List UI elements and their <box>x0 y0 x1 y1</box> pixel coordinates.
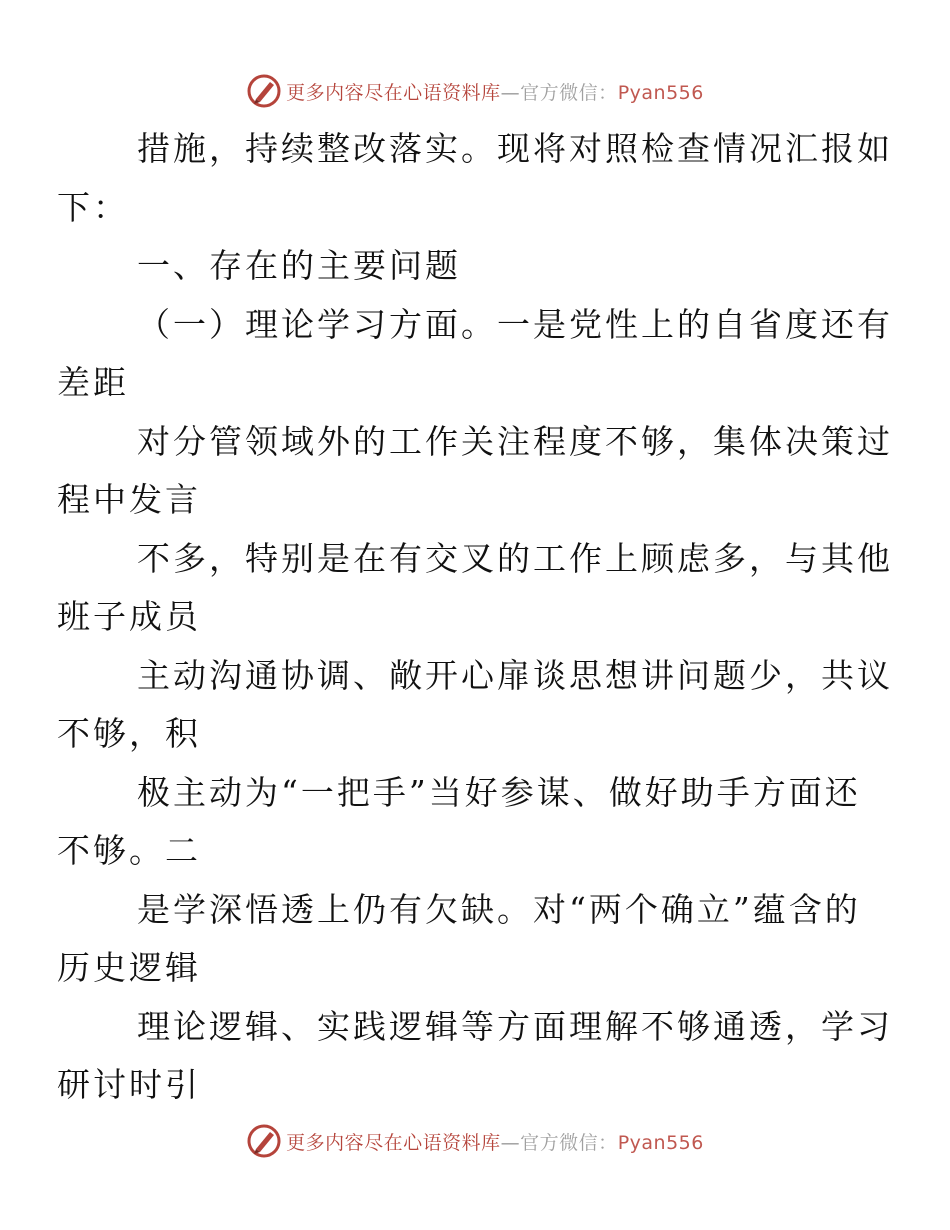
footer-text <box>286 1128 704 1155</box>
footer-wechat-label: 官方微信： <box>520 1131 618 1154</box>
paragraph-line: 历史逻辑 <box>57 948 201 987</box>
paragraph-line: 程中发言 <box>57 480 201 519</box>
section-heading <box>97 237 857 296</box>
paragraph-line: 极主动为“一把手”当好参谋、做好助手方面还 <box>137 772 861 812</box>
paragraph-line: 措施，持续整改落实。现将对照检查情况汇报如 <box>137 129 893 168</box>
footer-wechat-id: Pyan556 <box>617 1131 704 1154</box>
paragraph <box>57 881 861 998</box>
paragraph-line: 不够，积 <box>57 714 201 753</box>
paragraph-line: 不多，特别是在有交叉的工作上顾虑多，与其他 <box>137 538 893 578</box>
paragraph <box>57 413 893 530</box>
header-wechat-label: 官方微信： <box>520 81 618 104</box>
header-separator: — <box>500 81 521 104</box>
paragraph-line: 班子成员 <box>57 597 201 636</box>
pen-logo-icon <box>246 1123 282 1159</box>
footer-separator: — <box>500 1131 521 1154</box>
paragraph-line: 下： <box>57 187 129 227</box>
paragraph <box>57 120 893 237</box>
document-body <box>57 120 893 1115</box>
header-brand: 更多内容尽在心语资料库 <box>286 81 501 104</box>
paragraph-line: 理论逻辑、实践逻辑等方面理解不够通透，学习 <box>137 1006 893 1046</box>
paragraph-line: 对分管领域外的工作关注程度不够，集体决策过 <box>137 421 893 461</box>
paragraph <box>57 764 861 881</box>
header-wechat-id: Pyan556 <box>617 81 704 104</box>
paragraph-line: 不够。二 <box>57 831 201 870</box>
paragraph <box>57 530 893 647</box>
footer-banner <box>0 1121 950 1161</box>
paragraph <box>57 998 893 1115</box>
paragraph-line: 研讨时引 <box>57 1065 201 1104</box>
header-text <box>286 78 704 105</box>
footer-brand: 更多内容尽在心语资料库 <box>286 1131 501 1154</box>
paragraph <box>57 647 893 764</box>
paragraph-line: 差距 <box>57 363 129 402</box>
paragraph-line: 主动沟通协调、敞开心扉谈思想讲问题少，共议 <box>137 655 893 695</box>
pen-logo-icon <box>246 73 282 109</box>
paragraph <box>57 296 893 413</box>
paragraph-line: 一、存在的主要问题 <box>137 246 461 285</box>
paragraph-line: 是学深悟透上仍有欠缺。对“两个确立”蕴含的 <box>137 889 861 929</box>
header-banner <box>0 71 950 111</box>
paragraph-line: （一）理论学习方面。一是党性上的自省度还有 <box>137 304 893 344</box>
